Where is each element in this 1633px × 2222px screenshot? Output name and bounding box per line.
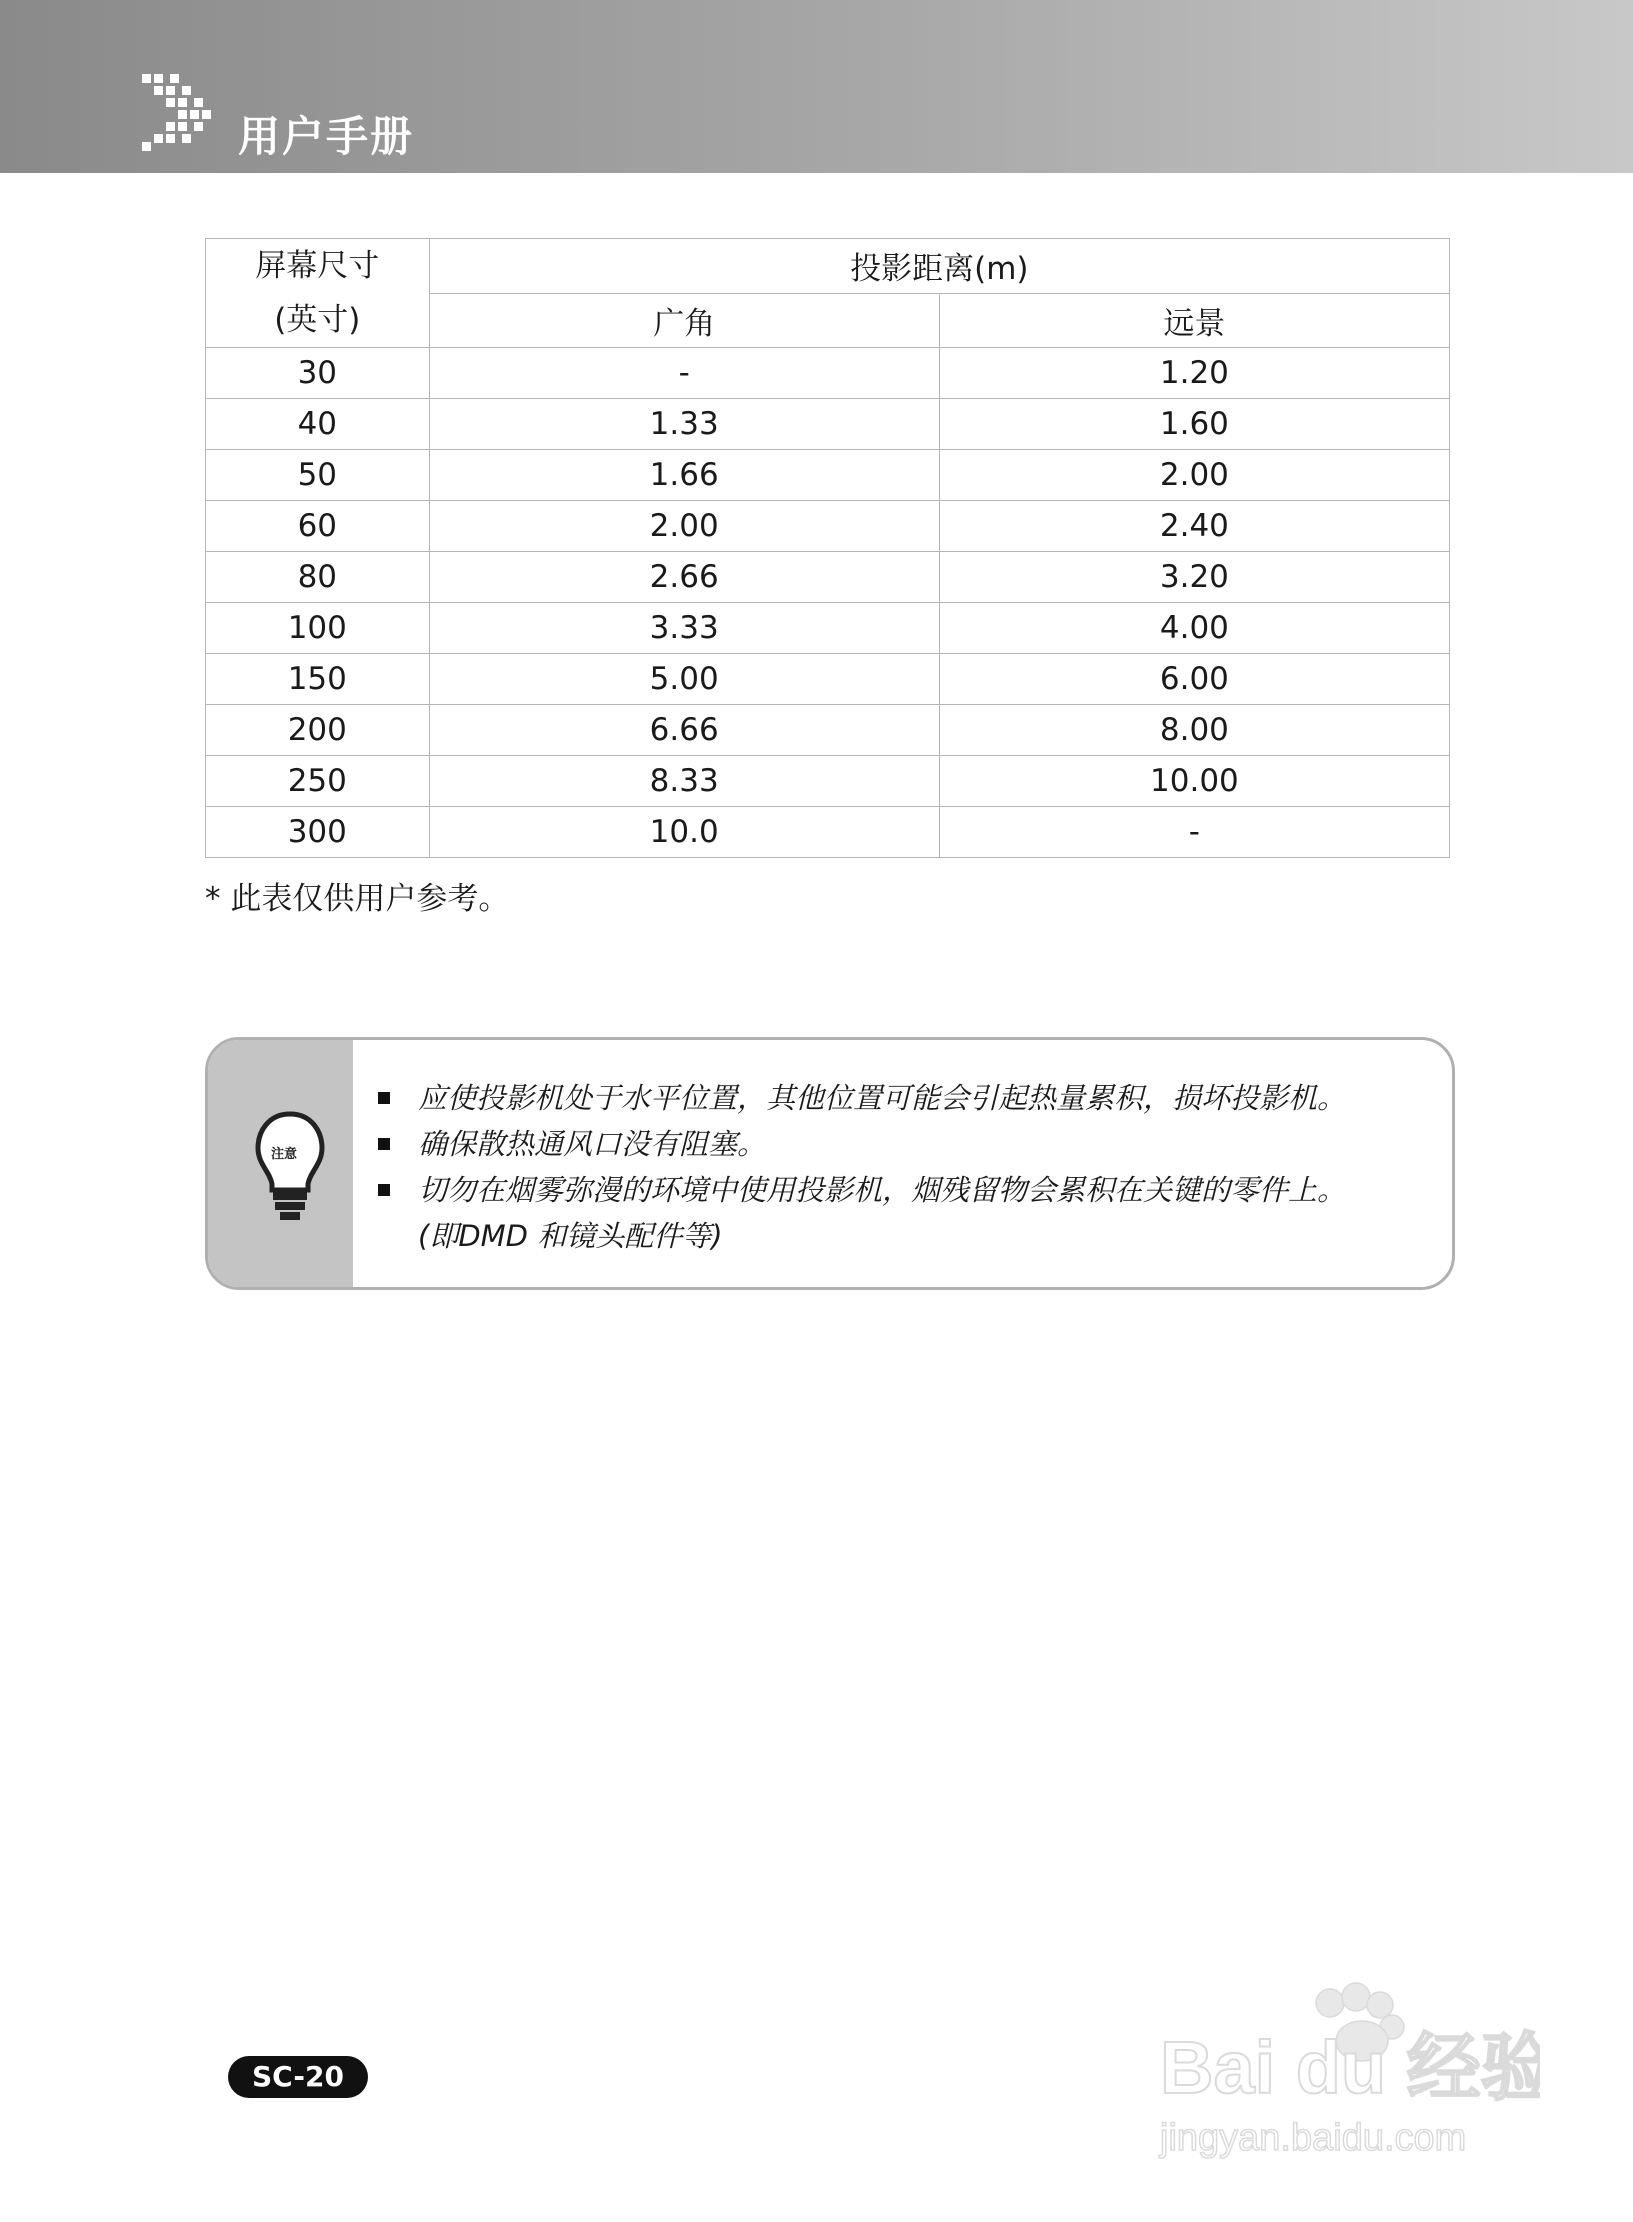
caution-notes (368, 1075, 1432, 1259)
tele-cell: 2.40 (939, 501, 1449, 552)
telephoto-header: 远景 (939, 293, 1449, 348)
size-cell: 200 (206, 705, 430, 756)
header-band (0, 0, 1633, 173)
caution-icon-label: 注意 (270, 1147, 297, 1162)
tele-cell: 10.00 (939, 756, 1449, 807)
manual-title: 用户手册 (238, 112, 415, 161)
wide-cell: - (429, 348, 939, 399)
table-row (206, 501, 1450, 552)
wide-cell: 8.33 (429, 756, 939, 807)
size-cell: 60 (206, 501, 430, 552)
table-row (206, 807, 1450, 858)
size-cell: 80 (206, 552, 430, 603)
wide-cell: 1.33 (429, 399, 939, 450)
table-row (206, 756, 1450, 807)
table-row (206, 399, 1450, 450)
caution-box (205, 1037, 1455, 1290)
tele-cell: 6.00 (939, 654, 1449, 705)
wide-cell: 6.66 (429, 705, 939, 756)
baidu-watermark (1140, 1975, 1540, 2175)
watermark-url: jingyan.baidu.com (1160, 2117, 1467, 2159)
tele-cell: 1.20 (939, 348, 1449, 399)
wide-cell: 10.0 (429, 807, 939, 858)
caution-bulb-icon (254, 1110, 326, 1222)
bullet-square-icon (378, 1092, 390, 1104)
tele-cell: 1.60 (939, 399, 1449, 450)
tele-cell: - (939, 807, 1449, 858)
page-number-badge: SC-20 (228, 2056, 368, 2098)
wide-cell: 1.66 (429, 450, 939, 501)
tele-cell: 8.00 (939, 705, 1449, 756)
tele-cell: 2.00 (939, 450, 1449, 501)
distance-header: 投影距离(m) (429, 239, 1449, 294)
wide-cell: 2.66 (429, 552, 939, 603)
screen-size-header-line1: 屏幕尺寸 (255, 248, 380, 284)
caution-note-text: 确保散热通风口没有阻塞。 (418, 1127, 767, 1161)
size-cell: 100 (206, 603, 430, 654)
table-row (206, 552, 1450, 603)
table-header-row (206, 239, 1450, 294)
size-cell: 30 (206, 348, 430, 399)
table-row (206, 705, 1450, 756)
bullet-square-icon (378, 1138, 390, 1150)
screen-size-header (206, 239, 430, 348)
caution-note-continuation: (即DMD 和镜头配件等) (418, 1219, 723, 1253)
wide-angle-header: 广角 (429, 293, 939, 348)
double-chevron-icon (140, 72, 220, 152)
size-cell: 40 (206, 399, 430, 450)
wide-cell: 3.33 (429, 603, 939, 654)
wide-cell: 2.00 (429, 501, 939, 552)
caution-note-text: 应使投影机处于水平位置，其他位置可能会引起热量累积，损坏投影机。 (418, 1081, 1347, 1115)
table-row (206, 654, 1450, 705)
table-row (206, 603, 1450, 654)
size-cell: 250 (206, 756, 430, 807)
table-row (206, 348, 1450, 399)
size-cell: 150 (206, 654, 430, 705)
size-cell: 300 (206, 807, 430, 858)
tele-cell: 4.00 (939, 603, 1449, 654)
caution-note (368, 1121, 1432, 1167)
wide-cell: 5.00 (429, 654, 939, 705)
tele-cell: 3.20 (939, 552, 1449, 603)
caution-sidebar (208, 1040, 353, 1287)
bullet-square-icon (378, 1184, 390, 1196)
table-footnote: * 此表仅供用户参考。 (205, 881, 510, 917)
caution-note-text: 切勿在烟雾弥漫的环境中使用投影机，烟残留物会累积在关键的零件上。 (418, 1173, 1347, 1207)
watermark-brand: Bai du 经验 (1160, 2026, 1540, 2109)
caution-note (368, 1075, 1432, 1121)
projection-distance-table (205, 238, 1450, 858)
size-cell: 50 (206, 450, 430, 501)
screen-size-header-line2: (英寸) (274, 302, 361, 338)
table-row (206, 450, 1450, 501)
caution-note (368, 1167, 1432, 1213)
